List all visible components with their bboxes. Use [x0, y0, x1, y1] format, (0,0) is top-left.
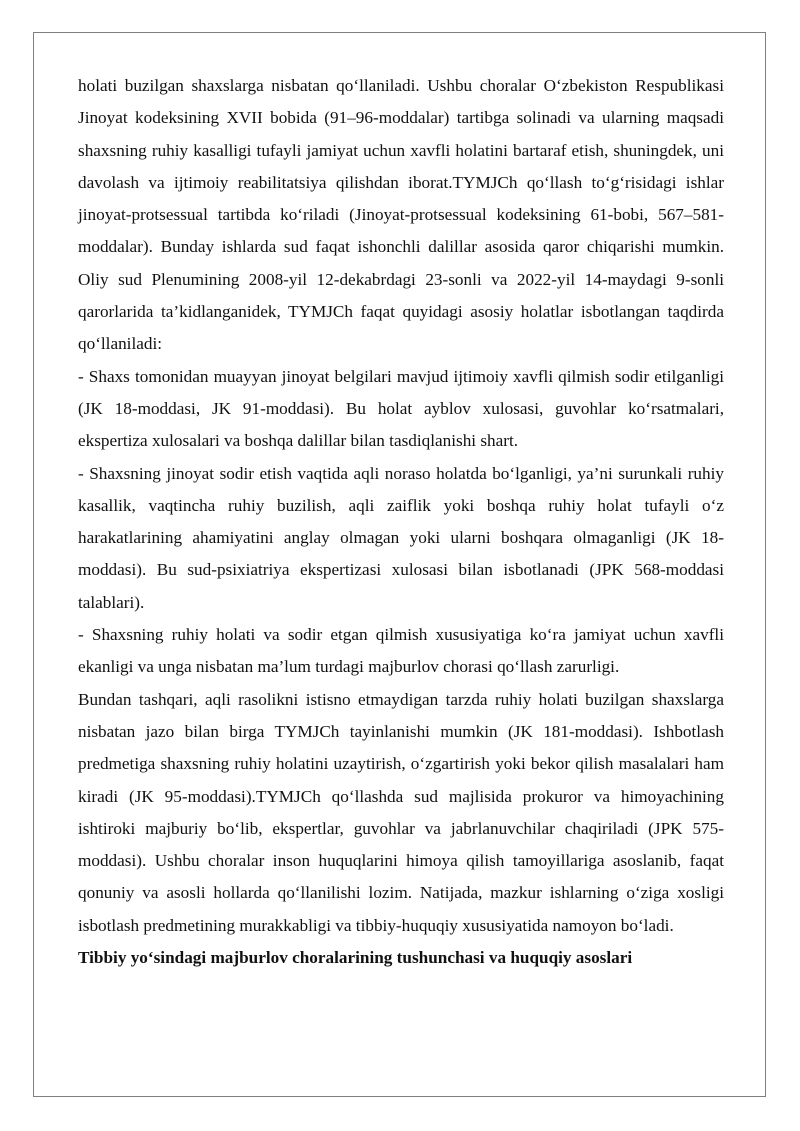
- paragraph-bullet-insanity: - Shaxsning jinoyat sodir etish vaqtida aqli noraso holatda bo‘lganligi, ya’ni surunkali ruhiy kasallik, vaqtincha ruhiy buzilish, aqli zaiflik yoki boshqa ruhiy holat tufayli o‘z harakatlarining ahamiyatini anglay olmagan yoki ularni boshqara olmaganligi (JK 18-moddasi). Bu sud-psixiatriya ekspertizasi xulosasi bilan isbotlanadi (JPK 568-moddasi talablari).: [78, 463, 724, 612]
- paragraph-bullet-danger: - Shaxsning ruhiy holati va sodir etgan qilmish xususiyatiga ko‘ra jamiyat uchun xavfli ekanligi va unga nisbatan ma’lum turdagi majburlov chorasi qo‘llash zarurligi.: [78, 625, 724, 677]
- paragraph-bullet-act: - Shaxs tomonidan muayyan jinoyat belgilari mavjud ijtimoiy xavfli qilmish sodir etilganligi (JK 18-moddasi, JK 91-moddasi). Bu holat ayblov xulosasi, guvohlar ko‘rsatmalari, ekspertiza xulosalari va boshqa dalillar bilan tasdiqlanishi shart.: [78, 366, 724, 451]
- section-heading: Tibbiy yo‘sindagi majburlov choralarining tushunchasi va huquqiy asoslari: [78, 948, 633, 968]
- paragraph-intro: holati buzilgan shaxslarga nisbatan qo‘llaniladi. Ushbu choralar O‘zbekiston Respublikasi Jinoyat kodeksining XVII bobida (91–96-moddalar) tartibga solinadi va ularning maqsadi shaxsning ruhiy kasalligi tufayli jamiyat uchun xavfli holatini bartaraf etish, shuningdek, uni davolash va ijtimoiy reabilitatsiya qilishdan iborat.TYMJCh qo‘llash to‘g‘risidagi ishlar jinoyat-protsessual tartibda ko‘riladi (Jinoyat-protsessual kodeksining 61-bobi, 567–581-moddalar). Bunday ishlarda sud faqat ishonchli dalillar asosida qaror chiqarishi mumkin. Oliy sud Plenumining 2008-yil 12-dekabrdagi 23-sonli va 2022-yil 14-maydagi 9-sonli qarorlarida ta’kidlanganidek, TYMJCh faqat quyidagi asosiy holatlar isbotlangan taqdirda qo‘llaniladi:: [78, 76, 724, 354]
- document-body: [78, 70, 724, 974]
- paragraph-additional: Bundan tashqari, aqli rasolikni istisno etmaydigan tarzda ruhiy holati buzilgan shaxslarga nisbatan jazo bilan birga TYMJCh tayinlanishi mumkin (JK 181-moddasi). Ishbotlash predmetiga shaxsning ruhiy holatini uzaytirish, o‘zgartirish yoki bekor qilish masalalari ham kiradi (JK 95-moddasi).TYMJCh qo‘llashda sud majlisida prokuror va himoyachining ishtiroki majburiy bo‘lib, ekspertlar, guvohlar va jabrlanuvchilar chaqiriladi (JPK 575-moddasi). Ushbu choralar inson huquqlarini himoya qilish tamoyillariga asoslanib, faqat qonuniy va asosli hollarda qo‘llanilishi lozim. Natijada, mazkur ishlarning o‘ziga xosligi isbotlash predmetining murakkabligi va tibbiy-huquqiy xususiyatida namoyon bo‘ladi.: [78, 689, 724, 935]
